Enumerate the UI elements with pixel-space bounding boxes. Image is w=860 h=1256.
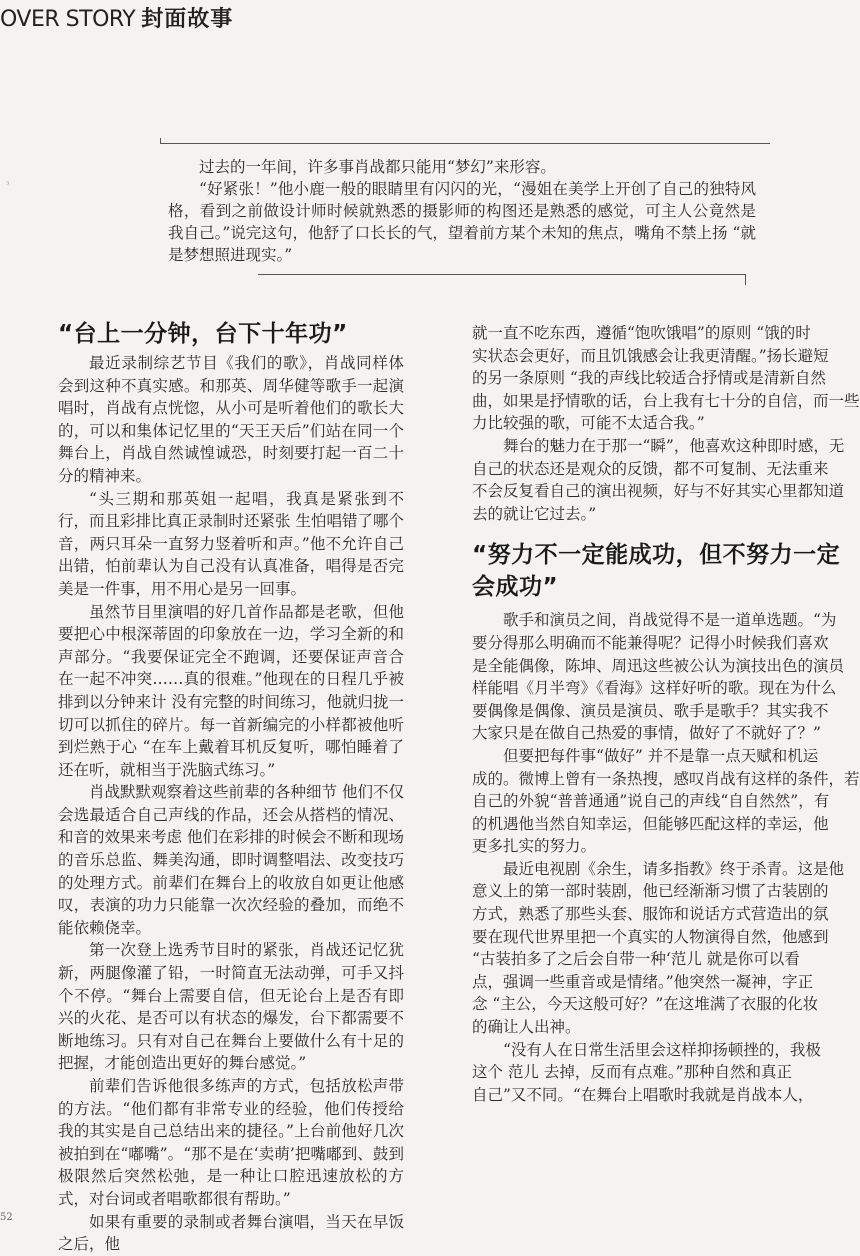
right-column [472,322,860,1226]
body-paragraph: 前辈们告诉他很多练声的方式，包括放松声带的方法。“他们都有非常专业的经验，他们传授给我的其实是自己总结出来的捷径。”上台前他好几次被拍到在“嘟嘴”。“那不是在‘卖萌’把嘴嘟到、鼓到极限然后突然松弛，是一种让口腔迅速放松的方式，对台词或者唱歌都很有帮助。” [58,1077,404,1208]
body-line: 样能唱《月半弯》《看海》这样好听的歌。现在为什么 [472,679,837,698]
side-mark: ᵌ [6,180,10,191]
body-line: 自己”又不同。“在舞台上唱歌时我就是肖战本人， [472,1085,814,1104]
body-line: 的机遇他当然自知幸运，但能够匹配这样的幸运，他 [472,814,829,833]
body-line: 不会反复看自己的演出视频，好与不好其实心里都知道 [472,482,845,501]
section-header [0,2,233,36]
intro-rule-bottom [258,274,746,275]
intro-rule-top [160,143,770,144]
body-line: 点，强调一些重音或是情绪。”他突然一凝神，字正 [472,972,814,991]
body-line: 成的。微博上曾有一条热搜，感叹肖战有这样的条件，若 [472,769,860,788]
body-line: 方式，熟悉了那些头套、服饰和说话方式营造出的氛 [472,905,829,924]
intro-paragraph: 过去的一年间，许多事肖战都只能用“梦幻”来形容。 [199,158,556,176]
section-heading-line: “努力不一定能成功，但不努力一定 [472,542,841,569]
body-paragraph: 如果有重要的录制或者舞台演唱，当天在早饭之后，他 [58,1212,404,1254]
body-line: 念 “主公，今天这般可好？”在这堆满了衣服的化妆 [472,995,819,1014]
section-heading [472,539,841,603]
body-line: 但要把每件事“做好” 并不是靠一点天赋和机运 [503,746,819,765]
left-column [58,318,404,1256]
body-line: 要在现代世界里把一个真实的人物演得自然，他感到 [472,927,829,946]
body-paragraph: 虽然节目里演唱的好几首作品都是老歌，但他要把心中根深蒂固的印象放在一边，学习全新的和声部分。“我要保证完全不跑调，还要保证声音合在一起不冲突……真的很难。”他现在的日程几乎被排到以分钟来计 没有完整的时间练习，他就归拢一切可以抓住的碎片。每一首新编完的小样都被他听到烂熟于心 “在车上戴着耳机反复听，哪怕睡着了还在听，就相当于洗脑式练习。” [58,602,404,779]
body-line: 的另一条原则 “我的声线比较适合抒情或是清新自然 [472,369,826,388]
body-line: 力比较强的歌，可能不太适合我。” [472,414,705,433]
intro-block [168,156,756,266]
section-heading: “台上一分钟，台下十年功” [58,321,348,347]
body-line: 就一直不吃东西，遵循“饱吹饿唱”的原则 “饿的时 [472,324,811,342]
right-column-part-b [472,609,860,1106]
body-line: “没有人在日常生活里会这样抑扬顿挫的，我极 [503,1040,821,1059]
page-number: 52 [0,1212,13,1223]
body-line: 大家只是在做自己热爱的事情，做好了不就好了？” [472,724,821,743]
body-line: 意义上的第一部时装剧，他已经渐渐习惯了古装剧的 [472,882,829,901]
body-line: 这个 范儿 去掉，反而有点难。”那种自然和真正 [472,1063,793,1082]
section-label-en: OVER STORY [0,7,136,32]
intro-paragraph: “好紧张！”他小鹿一般的眼睛里有闪闪的光，“漫姐在美学上开创了自己的独特风格，看到之前做设计师时候就熟悉的摄影师的构图还是熟悉的感觉，可主人公竟然是我自己。”说完这句，他舒了口长长的气，望着前方某个未知的焦点，嘴角不禁上扬 “就是梦想照进现实。” [168,180,756,264]
body-line: 要偶像是偶像、演员是演员、歌手是歌手？其实我不 [472,701,829,720]
body-line: 更多扎实的努力。 [472,837,597,856]
body-line: 歌手和演员之间，肖战觉得不是一道单选题。“为 [503,611,837,630]
body-line: 去的就让它过去。” [472,504,597,523]
body-line: 舞台的魅力在于那一“瞬”，他喜欢这种即时感，无 [503,436,845,455]
body-paragraph: “头三期和那英姐一起唱，我真是紧张到不行，而且彩排比真正录制时还紧张 生怕唱错了哪个音，两只耳朵一直努力竖着听和声。”他不允许自己出错，怕前辈认为自己没有认真准备，唱得是否完美是一件事，用不用心是另一回事。 [58,489,404,598]
body-line: 是全能偶像，陈坤、周迅这些被公认为演技出色的演员 [472,656,845,675]
section-label-zh: 封面故事 [141,7,234,32]
body-line: 自己的外貌“普普通通”说自己的声线“自自然然”，有 [472,792,830,811]
body-line: 最近电视剧《余生，请多指教》终于杀青。这是他 [503,859,845,878]
body-paragraph: 第一次登上选秀节目时的紧张，肖战还记忆犹新，两腿像灌了铅，一时简直无法动弹，可手又抖个不停。“舞台上需要自信，但无论台上是否有即兴的火花、是否可以有状态的爆发，台下都需要不断地练习。只有对自己在舞台上要做什么有十足的把握，才能创造出更好的舞台感觉。” [58,941,404,1073]
section-heading-line: 会成功” [472,574,559,601]
right-column-part-a [472,322,860,525]
body-line: 实状态会更好，而且饥饿感会让我更清醒。”扬长避短 [472,346,829,365]
body-line: 的确让人出神。 [472,1018,581,1037]
body-line: “古装拍多了之后会自带一种‘范儿 就是你可以看 [472,950,800,969]
body-line: 要分得那么明确而不能兼得呢？记得小时候我们喜欢 [472,633,829,652]
body-paragraph: 肖战默默观察着这些前辈的各种细节 他们不仅会选最适合自己声线的作品，还会从搭档的情况、和音的效果来考虑 他们在彩排的时候会不断和现场的音乐总监、舞美沟通，即时调整唱法、改变技巧的处理方式。前辈们在舞台上的收放自如更让他感叹，表演的功力只能靠一次次经验的叠加，而绝不能依赖侥幸。 [58,783,404,937]
body-line: 自己的状态还是观众的反馈，都不可复制、无法重来 [472,459,829,478]
body-line: 曲，如果是抒情歌的话，台上我有七十分的自信，而一些 [472,391,860,410]
body-paragraph: 最近录制综艺节目《我们的歌》，肖战同样体会到这种不真实感。和那英、周华健等歌手一起演唱时，肖战有点恍惚，从小可是听着他们的歌长大的，可以和集体记忆里的“天王天后”们站在同一个舞台上，肖战自然诚惶诚恐，时刻要打起一百二十分的精神来。 [58,354,404,485]
